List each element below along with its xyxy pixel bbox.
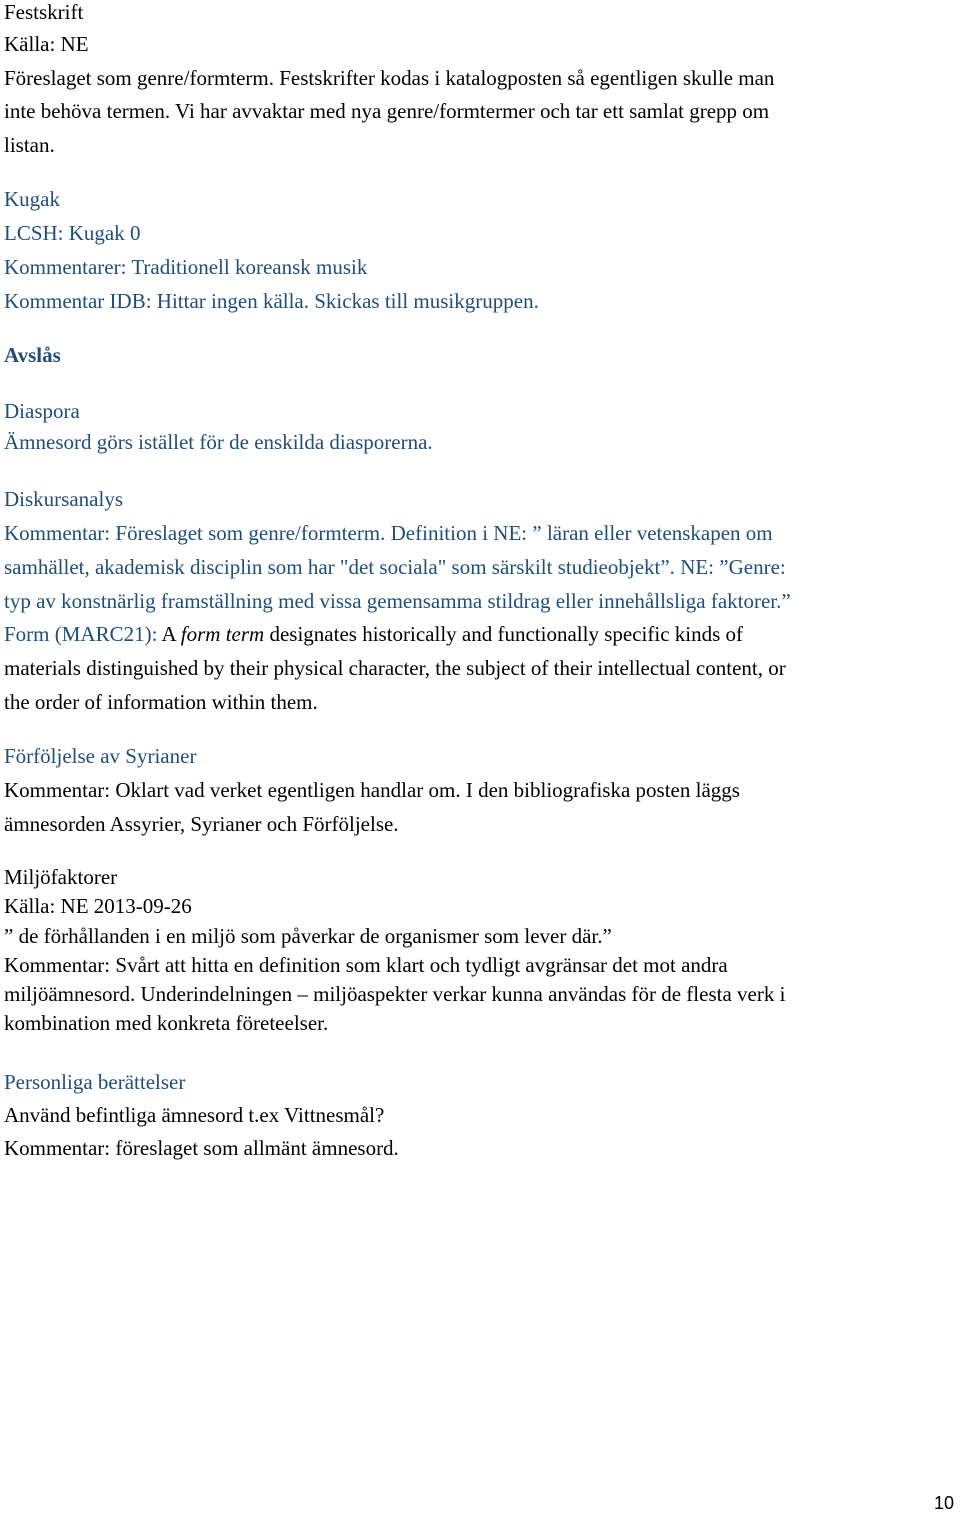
diskursanalys-line-4 — [4, 622, 743, 646]
personliga-line-2: Kommentar: föreslaget som allmänt ämnesord. — [4, 1136, 399, 1160]
ne-definition-end: samhället, akademisk disciplin som har "det sociala" som särskilt studieobjekt”. — [4, 555, 681, 579]
heading-miljofaktorer: Miljöfaktorer — [4, 865, 118, 889]
kugak-idb-comment: Kommentar IDB: Hittar ingen källa. Skickas till musikgruppen. — [4, 289, 539, 313]
festskrift-source: Källa: NE — [4, 32, 89, 56]
kugak-decision: Avslås — [4, 343, 61, 367]
page-number: 10 — [933, 1493, 954, 1513]
marc21-form-term: form term — [180, 622, 265, 646]
miljofaktorer-quote: ” de förhållanden i en miljö som påverkar de organismer som lever där.” — [4, 924, 612, 948]
heading-forfoljelse: Förföljelse av Syrianer — [4, 744, 197, 768]
ne-definition-start: ” läran eller vetenskapen om — [532, 521, 773, 545]
marc21-label: Form (MARC21): — [4, 622, 162, 646]
diskursanalys-line-2 — [4, 555, 786, 579]
diskursanalys-comment: Kommentar: Föreslaget som genre/formterm. Definition i — [4, 521, 494, 545]
festskrift-text-line-1: Föreslaget som genre/formterm. Festskrifter kodas i katalogposten så egentligen skulle man — [4, 66, 775, 90]
forfoljelse-line-2: ämnesorden Assyrier, Syrianer och Förföljelse. — [4, 812, 399, 836]
festskrift-text-line-2: inte behöva termen. Vi har avvaktar med nya genre/formtermer och tar ett samlat grepp om — [4, 99, 770, 123]
ne-genre-start: NE: ”Genre: — [680, 555, 786, 579]
personliga-line-1: Använd befintliga ämnesord t.ex Vittnesmål? — [4, 1103, 385, 1127]
diskursanalys-line-1 — [4, 521, 773, 545]
festskrift-text-line-3: listan. — [4, 133, 55, 157]
forfoljelse-line-1: Kommentar: Oklart vad verket egentligen handlar om. I den bibliografiska posten läggs — [4, 778, 740, 802]
kugak-lcsh: LCSH: Kugak 0 — [4, 221, 141, 245]
miljofaktorer-line-3: kombination med konkreta företeelser. — [4, 1011, 329, 1035]
diaspora-text: Ämnesord görs istället för de enskilda diasporerna. — [4, 430, 433, 454]
heading-festskrift: Festskrift — [4, 0, 84, 24]
miljofaktorer-line-2: miljöämnesord. Underindelningen – miljöaspekter verkar kunna användas för de flesta verk i — [4, 982, 786, 1006]
ne-reference: NE: — [493, 521, 533, 545]
heading-diaspora: Diaspora — [4, 399, 80, 423]
diskursanalys-line-5: materials distinguished by their physical character, the subject of their intellectual content, or — [4, 656, 786, 680]
heading-kugak: Kugak — [4, 187, 60, 211]
miljofaktorer-source: Källa: NE 2013-09-26 — [4, 894, 192, 918]
diskursanalys-line-3: typ av konstnärlig framställning med vissa gemensamma stildrag eller innehållsliga faktorer.” — [4, 589, 791, 613]
miljofaktorer-line-1: Kommentar: Svårt att hitta en definition som klart och tydligt avgränsar det mot andra — [4, 953, 728, 977]
marc21-definition: designates historically and functionally specific kinds of — [264, 622, 744, 646]
heading-personliga: Personliga berättelser — [4, 1070, 186, 1094]
marc21-article: A — [161, 622, 181, 646]
heading-diskursanalys: Diskursanalys — [4, 487, 123, 511]
diskursanalys-line-6: the order of information within them. — [4, 690, 318, 714]
kugak-comments: Kommentarer: Traditionell koreansk musik — [4, 255, 368, 279]
